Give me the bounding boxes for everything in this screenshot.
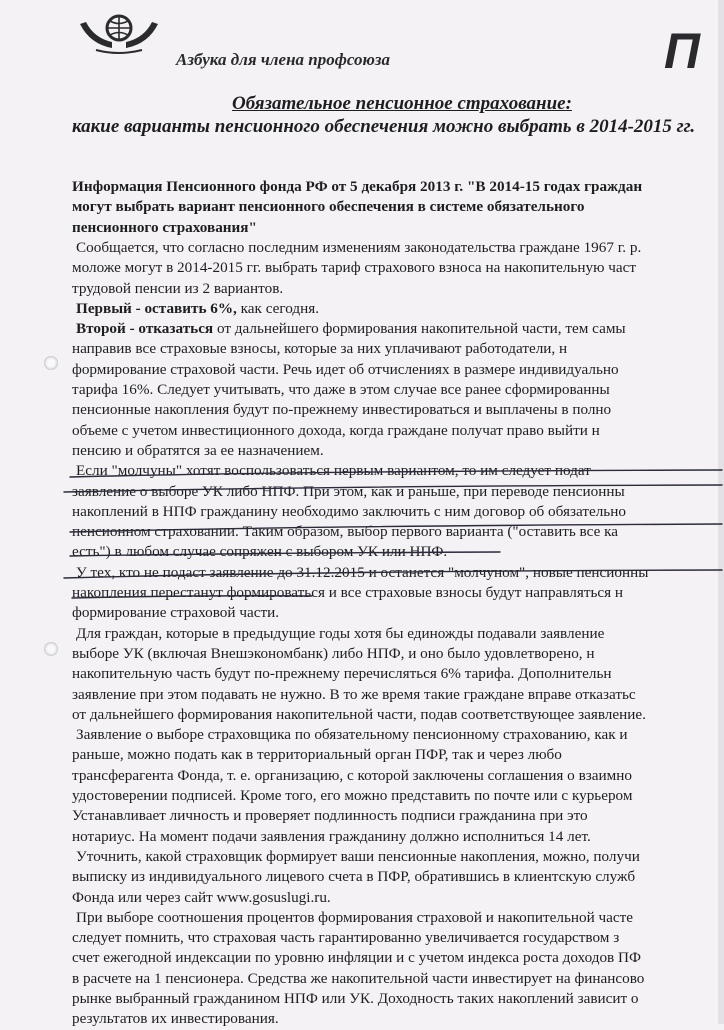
pen-underline [70,470,722,477]
pen-underline [64,485,722,492]
ratio-line: результатов их инвестирования. [72,1010,279,1028]
deadline-line: накопления перестанут формироваться и все страховые взносы будут направляться н [72,584,624,602]
second-option-line: пенсию и обратятся за ее назначением. [72,441,324,459]
header-title: Азбука для члена профсоюза [176,50,391,69]
check-line: Фонда или через сайт www.gosuslugi.ru. [72,888,331,906]
second-option-line: объеме с учетом инвестиционного дохода, когда граждане получат право выйти н [72,421,600,439]
heading-line: могут выбрать вариант пенсионного обеспечения в системе обязательного [72,198,585,216]
check-line: Уточнить, какой страховщик формирует ваши пенсионные накопления, можно, получи [76,847,640,865]
second-option-line: формирование страховой части. Речь идет об отчислениях в размере индивидуально [72,360,619,378]
ratio-line: в расчете на 1 пенсионера. Средства же накопительной части инвестирует на финансово [72,969,645,987]
application-line: трансферагента Фонда, т. е. организацию, с которой заключены соглашения о взаимно [72,766,632,784]
document-subtitle: какие варианты пенсионного обеспечения можно выбрать в 2014-2015 гг. [72,116,696,137]
silent-line: Если "молчуны" хотят воспользоваться первым вариантом, то им следует подат [76,462,591,480]
ratio-line: При выборе соотношения процентов формирования страховой и накопительной часте [76,908,634,926]
previous-line: Для граждан, которые в предыдущие годы хотя бы единожды подавали заявление [76,624,605,642]
pen-underline [70,524,722,532]
ratio-line: рынке выбранный гражданином НПФ или УК. Доходность таких накоплений зависит о [72,989,639,1007]
pen-underline [70,552,500,556]
application-line: нотариус. На момент подачи заявления гражданину должно исполниться 14 лет. [72,827,591,845]
silent-line: заявление о выборе УК либо НПФ. При этом, как и раньше, при переводе пенсионны [72,482,625,500]
pen-underline [72,596,312,598]
application-line: Заявление о выборе страховщика по обязательному пенсионному страхованию, как и [76,726,628,744]
document-title: Обязательное пенсионное страхование: [232,93,572,114]
deadline-line: У тех, кто не подаст заявление до 31.12.2015 и останется "молчуном", новые пенсионны [76,563,649,581]
intro-line: Сообщается, что согласно последним изменениям законодательства граждане 1967 г. р. [76,239,642,256]
ratio-line: следует помнить, что страховая часть гарантированно увеличивается государством з [72,929,620,947]
check-line: выписку из индивидуального лицевого счета в ПФР, обратившись в клиентскую служб [72,868,636,886]
silent-line: пенсионном страховании. Таким образом, выбор первого варианта ("оставить все ка [72,523,618,541]
first-option-text: как сегодня. [236,299,320,317]
deadline-line: формирование страховой части. [72,604,280,622]
second-option-label: Второй - отказаться [76,320,214,338]
application-line: раньше, можно подать как в территориальный орган ПФР, так и через любо [72,746,562,764]
second-option-line: тарифа 16%. Следует учитывать, что даже в этом случае все ранее сформированны [72,381,610,399]
previous-line: накопительную часть будут по-прежнему перечисляться 6% тарифа. Дополнительн [72,665,612,683]
first-option-label: Первый - оставить 6%, [76,299,237,317]
second-option-text: от дальнейшего формирования накопительной части, тем самы [213,320,626,338]
silent-line: есть") в любом случае сопряжен с выбором УК или НПФ. [72,543,448,561]
application-line: Устанавливает личность и проверяет подлинность подписи гражданина при это [72,807,588,825]
application-line: удостоверении подписей. Кроме того, его можно представить по почте или с курьером [72,787,633,805]
previous-line: выборе УК (включая Внешэкономбанк) либо НПФ, и оно было удовлетворено, н [72,644,595,662]
pen-underline [64,570,722,578]
second-option-line: направив все страховые взносы, которые за них уплачивают работодатели, н [72,340,568,358]
intro-line: трудовой пенсии из 2 вариантов. [72,279,284,297]
previous-line: от дальнейшего формирования накопительной части, подав соответствующее заявление. [72,705,646,723]
previous-line: заявление при этом подавать не нужно. В то же время такие граждане вправе отказатьс [72,685,636,703]
heading-line: пенсионного страхования" [72,218,257,236]
second-option-line: пенсионные накопления будут по-прежнему инвестироваться и выплачены в полно [72,401,612,419]
heading-line: Информация Пенсионного фонда РФ от 5 декабря 2013 г. "В 2014-15 годах граждан [72,178,643,195]
corner-mark: П [664,23,700,79]
intro-line: моложе могут в 2014-2015 гг. выбрать тариф страхового взноса на накопительную част [72,259,636,277]
ratio-line: счет ежегодной индексации по уровню инфляции и с учетом индекса роста доходов ПФ [72,949,641,967]
silent-line: накоплений в НПФ гражданину необходимо заключить с ним договор об обязательно [72,502,626,520]
